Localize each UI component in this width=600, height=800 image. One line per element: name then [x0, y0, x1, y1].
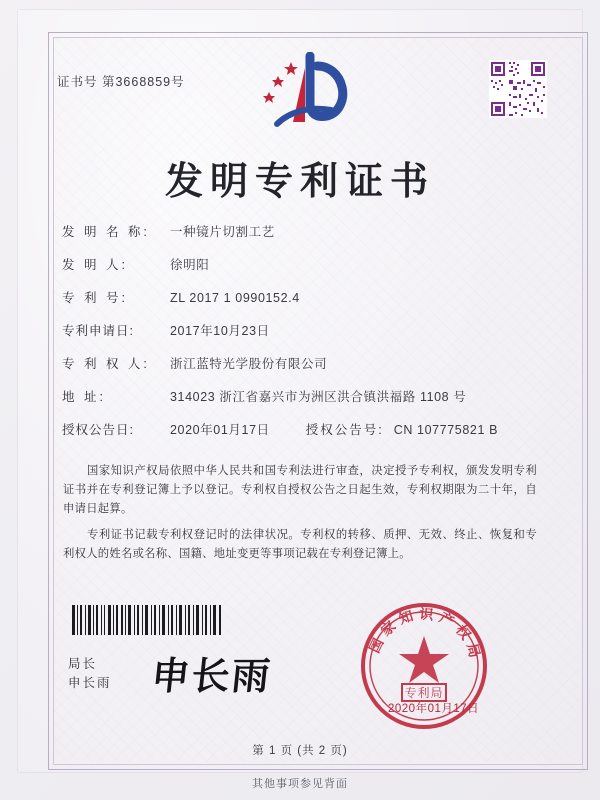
body-text [63, 462, 537, 571]
page-title: 发明专利证书 [164, 158, 435, 203]
paragraph-2: 专利证书记载专利权登记时的法律状况。专利权的转移、质押、无效、终止、恢复和专利权人的姓名或名称、国籍、地址变更等事项记载在专利登记簿上。 [63, 529, 537, 560]
field-row-patent-number [62, 288, 540, 321]
back-side-note: 其他事项参见背面 [252, 778, 348, 790]
field-value: 一种镜片切割工艺 [170, 225, 275, 239]
field-value: ZL 2017 1 0990152.4 [170, 291, 300, 305]
field-list [62, 222, 540, 453]
field-value: 徐明阳 [170, 258, 210, 272]
page-number: 第 1 页 (共 2 页) [252, 745, 348, 757]
field-label-grant-number: 授权公告号: [305, 423, 384, 437]
field-label: 发 明 名 称: [62, 225, 150, 239]
qr-code-icon [489, 60, 547, 118]
field-label-grant-date: 授权公告日: [62, 423, 134, 437]
director-name-label: 申长雨 [68, 676, 112, 690]
signature-labels [68, 655, 112, 693]
field-row-patentee [62, 354, 540, 387]
director-title-label: 局长 [68, 657, 98, 671]
field-row-address [62, 387, 540, 420]
field-value: 314023 浙江省嘉兴市为洲区洪合镇洪福路 1108 号 [170, 390, 467, 404]
field-value: 2017年10月23日 [170, 324, 270, 338]
barcode-icon [72, 605, 222, 635]
field-label: 地 址: [62, 390, 106, 404]
field-label: 专利申请日: [62, 324, 134, 338]
field-row-inventor [62, 255, 540, 288]
seal-date: 2020年01月17日 [388, 703, 480, 715]
field-row-invention-name [62, 222, 540, 255]
patent-office-logo-icon [247, 52, 357, 137]
certificate-number: 证书号 第3668859号 [57, 75, 185, 89]
field-label: 发 明 人: [62, 258, 128, 272]
field-value: 浙江蓝特光学股份有限公司 [170, 357, 328, 371]
field-value-grant-date: 2020年01月17日 [170, 423, 270, 437]
field-label: 专 利 号: [62, 291, 128, 305]
svg-text:国家知识产权局: 国家知识产权局 [366, 606, 484, 665]
field-row-grant-announcement [62, 420, 540, 453]
field-label: 专 利 权 人: [62, 357, 150, 371]
field-row-application-date [62, 321, 540, 354]
director-handwritten-signature: 申长雨 [149, 653, 275, 698]
paragraph-1: 国家知识产权局依照中华人民共和国专利法进行审查，决定授予专利权，颁发发明专利证书并在专利登记簿上予以登记。专利权自授权公告之日起生效，专利权期限为二十年，自申请日起算。 [63, 465, 537, 515]
field-value-grant-number: CN 107775821 B [393, 423, 499, 437]
svg-text:专利局: 专利局 [404, 686, 444, 700]
